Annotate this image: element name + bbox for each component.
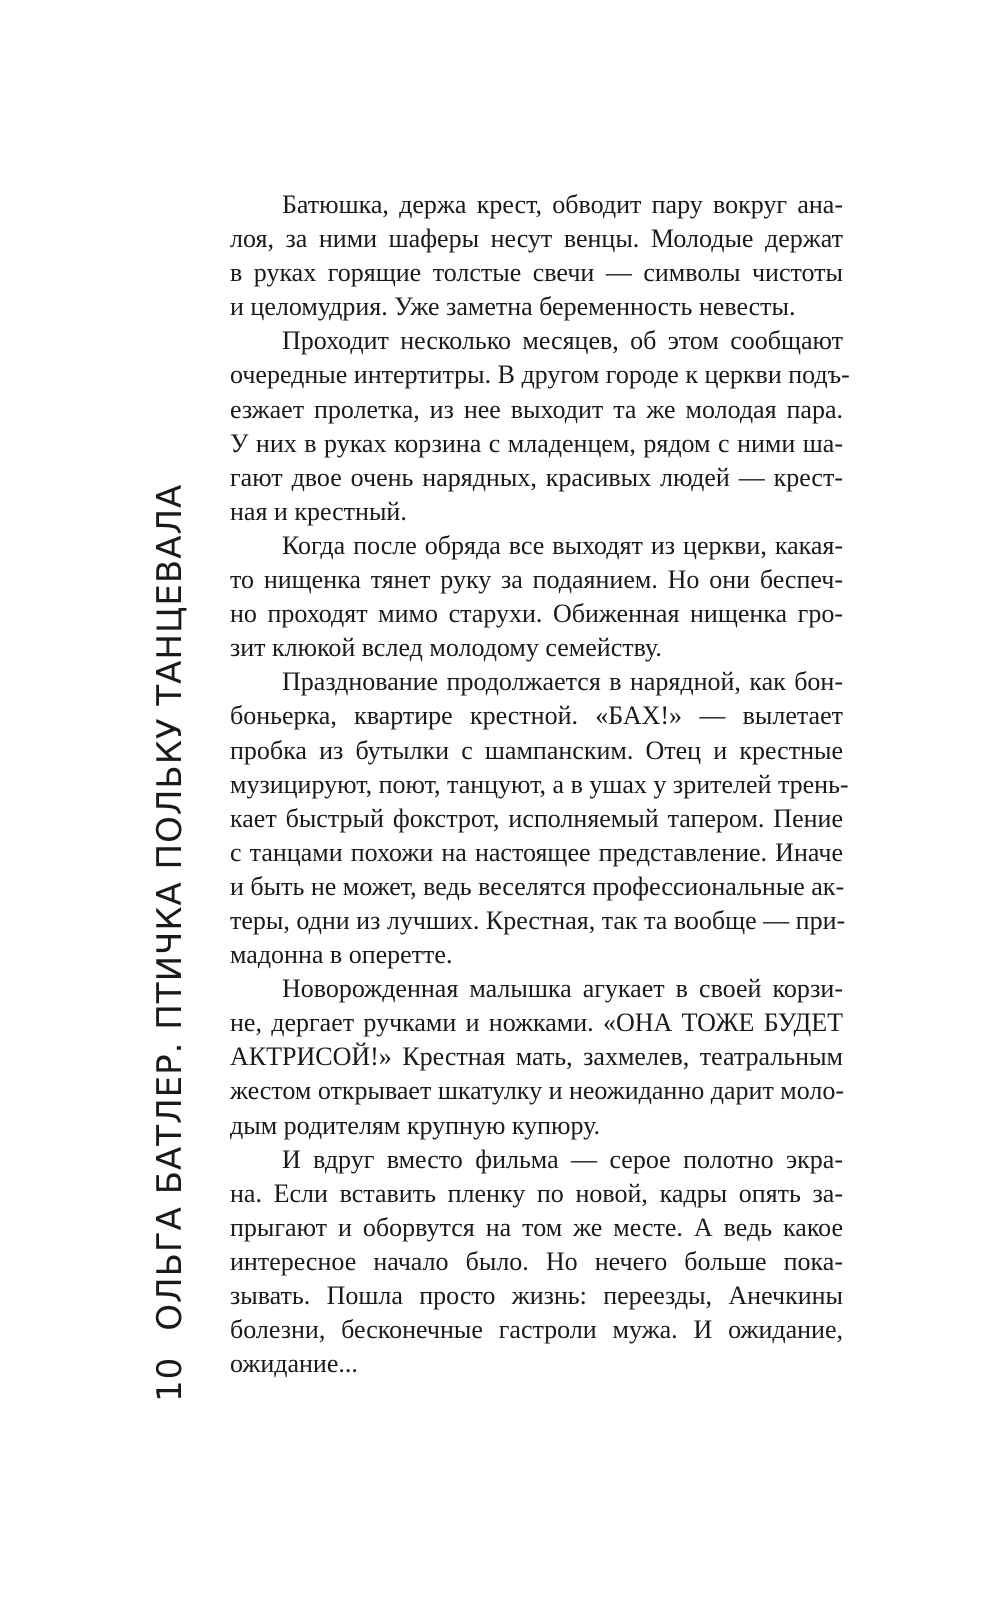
text-line: не, дергает ручками и ножками. «ОНА ТОЖЕ БУДЕТ: [230, 1008, 843, 1038]
text-line: зывать. Пошла просто жизнь: переезды, Анечкины: [230, 1281, 843, 1310]
text-line: ная и крестный.: [230, 496, 407, 526]
text-line: на. Если вставить пленку по новой, кадры опять за-: [230, 1178, 843, 1208]
text-line: в руках горящие толстые свечи — символы чистоты: [230, 258, 843, 288]
page-number: 10: [150, 1356, 190, 1402]
text-line: теры, одни из лучших. Крестная, так та вообще — при-: [230, 905, 846, 935]
text-line: музицируют, поют, танцуют, а в ушах у зрителей трень-: [230, 769, 849, 799]
text-line: гают двое очень нарядных, красивых людей — крест-: [230, 462, 843, 492]
body-text: [230, 188, 850, 1381]
text-line: болезни, бесконечные гастроли мужа. И ожидание,: [230, 1315, 843, 1345]
text-line: боньерка, квартире крестной. «БАХ!» — вылетает: [230, 701, 843, 731]
book-title: ОЛЬГА БАТЛЕР. ПТИЧКА ПОЛЬКУ ТАНЦЕВАЛА: [150, 483, 190, 1331]
text-line: езжает пролетка, из нее выходит та же молодая пара.: [230, 394, 843, 424]
text-line: дым родителям крупную купюру.: [230, 1110, 601, 1140]
text-line: лоя, за ними шаферы несут венцы. Молодые держат: [230, 224, 843, 254]
text-line: Батюшка, держа крест, обводит пару вокруг ана-: [282, 190, 843, 219]
running-head: [150, 484, 190, 1402]
text-line: зит клюкой вслед молодому семейству.: [230, 633, 662, 663]
text-line: и быть не может, ведь веселятся профессиональные ак-: [230, 871, 845, 901]
text-line: с танцами похожи на настоящее представление. Иначе: [230, 837, 843, 867]
text-line: И вдруг вместо фильма — серое полотно экра-: [282, 1144, 843, 1174]
text-line: интересное начало было. Но нечего больше пока-: [230, 1246, 843, 1276]
text-line: и целомудрия. Уже заметна беременность невесты.: [230, 292, 796, 322]
text-line: то нищенка тянет руку за подаянием. Но они беспеч-: [230, 565, 843, 595]
text-line: АКТРИСОЙ!» Крестная мать, захмелев, театральным: [230, 1042, 843, 1072]
text-line: пробка из бутылки с шампанским. Отец и крестные: [230, 735, 843, 765]
text-line: прыгают и оборвутся на том же месте. А ведь какое: [230, 1212, 843, 1242]
text-line: Празднование продолжается в нарядной, как бон-: [282, 667, 843, 697]
text-line: Проходит несколько месяцев, об этом сообщают: [282, 326, 843, 356]
text-line: Когда после обряда все выходят из церкви, какая-: [282, 530, 843, 560]
text-line: Новорожденная малышка агукает в своей корзи-: [282, 974, 843, 1004]
text-line: но проходят мимо старухи. Обиженная нищенка гро-: [230, 599, 843, 629]
text-line: жестом открывает шкатулку и неожиданно дарит моло-: [230, 1076, 845, 1106]
text-line: ожидание...: [230, 1349, 358, 1379]
text-line: мадонна в оперетте.: [230, 940, 453, 970]
text-line: кает быстрый фокстрот, исполняемый тапером. Пение: [230, 803, 843, 833]
text-line: У них в руках корзина с младенцем, рядом с ними ша-: [230, 428, 843, 458]
text-line: очередные интертитры. В другом городе к церкви подъ-: [230, 360, 850, 390]
